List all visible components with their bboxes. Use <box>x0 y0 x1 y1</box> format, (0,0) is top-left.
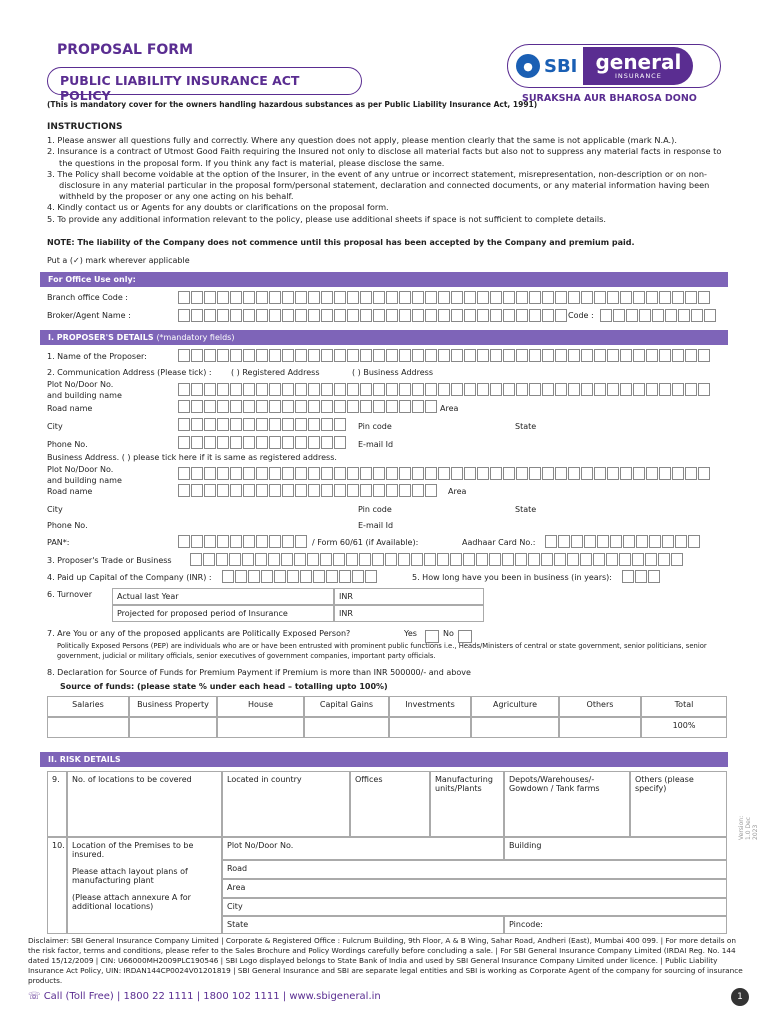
proposer-band-note: (*mandatory fields) <box>156 333 235 342</box>
form60-label: / Form 60/61 (if Available): <box>312 538 419 547</box>
instructions-heading: INSTRUCTIONS <box>47 122 123 132</box>
actual-inr-field[interactable]: INR <box>334 588 484 605</box>
broker-name-boxes[interactable] <box>178 309 568 322</box>
building-label: and building name <box>47 391 122 400</box>
instructions <box>47 122 727 225</box>
fund-total-value: 100% <box>641 717 727 738</box>
q10-label: Location of the Premises to be insured. <box>72 841 194 859</box>
bus-city-label: City <box>47 505 63 514</box>
mandatory-note: (This is mandatory cover for the owners handling hazardous substances as per Public Liability Insurance Act, 1991) <box>47 100 538 109</box>
fund-agriculture: Agriculture <box>471 696 559 717</box>
pan-boxes[interactable] <box>178 535 308 548</box>
sbi-logo <box>507 44 721 88</box>
area-label: Area <box>440 404 459 413</box>
q10-cell <box>67 837 222 934</box>
business-address-option[interactable]: ( ) Business Address <box>352 368 434 377</box>
fund-agriculture-input[interactable] <box>471 717 559 738</box>
fund-salaries: Salaries <box>47 696 129 717</box>
version-label: Version: 1.0 Dec 2023 <box>738 815 759 840</box>
reg-road-boxes[interactable] <box>178 400 438 413</box>
pep-no-label: No <box>443 629 454 638</box>
contact-text: Call (Toll Free) | 1800 22 1111 | 1800 102 1111 | www.sbigeneral.in <box>43 991 381 1002</box>
fund-house: House <box>217 696 304 717</box>
logo-insurance-text: INSURANCE <box>614 72 662 80</box>
bus-road-boxes[interactable] <box>178 484 438 497</box>
code-label: Code : <box>568 311 594 320</box>
premises-road-field[interactable]: Road <box>222 860 727 879</box>
bus-building-label: and building name <box>47 476 122 485</box>
pep-yes-label: Yes <box>404 629 417 638</box>
reg-city-boxes[interactable] <box>178 418 347 431</box>
page-number: 1 <box>731 988 749 1006</box>
liability-note: NOTE: The liability of the Company does not commence until this proposal has been accepted by the Company and premium paid. <box>47 238 635 247</box>
premises-plot-field[interactable]: Plot No/Door No. <box>222 837 504 860</box>
fund-capital-input[interactable] <box>304 717 389 738</box>
annexure-note: (Please attach annexure A for additional locations) <box>72 893 191 911</box>
others-col: Others (please specify) <box>630 771 727 837</box>
logo-sbi-text: SBI <box>544 55 578 77</box>
bus-plot-label: Plot No/Door No. <box>47 465 114 474</box>
turnover-label: 6. Turnover <box>47 590 92 599</box>
tagline: SURAKSHA AUR BHAROSA DONO <box>522 93 697 104</box>
branch-code-label: Branch office Code : <box>47 293 128 302</box>
instruction-item: 1. Please answer all questions fully and correctly. Where any question does not apply, please mention clearly that the same is not applicable (mark N.A.). <box>47 135 677 146</box>
pan-label: PAN*: <box>47 538 70 547</box>
instruction-item: 5. To provide any additional information relevant to the policy, please use additional sheets if space is not sufficient to complete details. <box>47 213 606 224</box>
state-label: State <box>515 422 537 431</box>
projected-inr-field[interactable]: INR <box>334 605 484 622</box>
actual-year-label: Actual last Year <box>112 588 334 605</box>
q9-label: No. of locations to be covered <box>67 771 222 837</box>
registered-address-option[interactable]: ( ) Registered Address <box>231 368 320 377</box>
fund-total: Total <box>641 696 727 717</box>
risk-details-band: II. RISK DETAILS <box>40 752 728 767</box>
manufacturing-col: Manufacturing units/Plants <box>430 771 504 837</box>
business-address-label: Business Address. ( ) please tick here if it is same as registered address. <box>47 453 337 462</box>
source-of-funds-label: Source of funds: (please state % under each head – totalling upto 100%) <box>60 682 388 691</box>
premises-state-field[interactable]: State <box>222 916 504 934</box>
pep-note: Politically Exposed Persons (PEP) are individuals who are or have been entrusted with prominent public functions i.e., Heads/Ministers of central or state government, senior politicians, senior government, judicial or military officials, senior executives of government companies, important party officials. <box>57 642 707 660</box>
years-boxes[interactable] <box>622 570 661 583</box>
tick-instruction: Put a (✓) mark wherever applicable <box>47 256 190 265</box>
plot-label: Plot No/Door No. <box>47 380 114 389</box>
pincode-label: Pin code <box>358 422 392 431</box>
capital-boxes[interactable] <box>222 570 378 583</box>
branch-code-boxes[interactable] <box>178 291 711 304</box>
disclaimer: Disclaimer: SBI General Insurance Company Limited | Corporate & Registered Office : Fulcrum Building, 9th Floor, A & B Wing, Sahar Road, Andheri (East), Mumbai 400 099. | For more details on the risk factor, terms and conditions, please refer to the Sales Brochure and Policy Wordings carefully before concluding a sale. | For SBI General Insurance Company Limited (IRDAI Reg. No. 144 dated 15/12/2009 | CIN: U66000MH2009PLC190546 | SBI Logo displayed belongs to State Bank of India and used by SBI General Insurance Company Limited under licence. | Public Liability Insurance Act Policy, UIN: IRDAN144CP0024V01201819 | SBI General Insurance and SBI are separate legal entities and SBI is working as Corporate Agent of the company for sourcing of insurance products. <box>28 936 743 985</box>
fund-investments: Investments <box>389 696 471 717</box>
offices-col: Offices <box>350 771 430 837</box>
layout-note: Please attach layout plans of manufacturing plant <box>72 867 188 885</box>
bus-area-label: Area <box>448 487 467 496</box>
phone-icon: ☏ <box>28 991 44 1002</box>
proposer-details-band <box>40 330 728 345</box>
proposer-name-boxes[interactable] <box>178 349 711 362</box>
proposer-band-title: I. PROPOSER'S DETAILS <box>48 333 154 342</box>
bus-pincode-label: Pin code <box>358 505 392 514</box>
located-in-country: Located in country <box>222 771 350 837</box>
projected-label: Projected for proposed period of Insurance <box>112 605 334 622</box>
proposer-name-label: 1. Name of the Proposer: <box>47 352 147 361</box>
capital-label: 4. Paid up Capital of the Company (INR) : <box>47 573 212 582</box>
reg-plot-boxes[interactable] <box>178 383 711 396</box>
fund-salaries-input[interactable] <box>47 717 129 738</box>
trade-boxes[interactable] <box>190 553 684 566</box>
aadhaar-label: Aadhaar Card No.: <box>462 538 536 547</box>
road-label: Road name <box>47 404 93 413</box>
bus-plot-boxes[interactable] <box>178 467 711 480</box>
broker-name-label: Broker/Agent Name : <box>47 311 131 320</box>
pep-question: 7. Are You or any of the proposed applicants are Politically Exposed Person? <box>47 629 351 638</box>
premises-city-field[interactable]: City <box>222 898 727 916</box>
office-use-band: For Office Use only: <box>40 272 728 287</box>
fund-business-input[interactable] <box>129 717 217 738</box>
phone-label: Phone No. <box>47 440 88 449</box>
bus-phone-label: Phone No. <box>47 521 88 530</box>
bus-state-label: State <box>515 505 537 514</box>
fund-others: Others <box>559 696 641 717</box>
fund-business-property: Business Property <box>129 696 217 717</box>
instruction-item: 3. The Policy shall become voidable at the option of the Insurer, in the event of any untrue or incorrect statement, misrepresentation, non-description or on non-disclosure in any material particular in the proposal form/personal statement, declaration and connected documents, or any material information having been withheld by the proposer or any one acting on his behalf. <box>47 168 710 202</box>
instruction-item: 4. Kindly contact us or Agents for any doubts or clarifications on the proposal form. <box>47 202 389 213</box>
policy-title: PUBLIC LIABILITY INSURANCE ACT POLICY <box>47 67 362 95</box>
premises-area-field[interactable]: Area <box>222 879 727 898</box>
premises-building-field[interactable]: Building <box>504 837 727 860</box>
depots-col: Depots/Warehouses/-Gowdown / Tank farms <box>504 771 630 837</box>
contact-line <box>28 991 381 1002</box>
code-boxes[interactable] <box>600 309 717 322</box>
fund-house-input[interactable] <box>217 717 304 738</box>
q10-number: 10. <box>47 837 67 934</box>
bus-email-label: E-mail Id <box>358 521 394 530</box>
email-label: E-mail Id <box>358 440 394 449</box>
aadhaar-boxes[interactable] <box>545 535 701 548</box>
trade-label: 3. Proposer's Trade or Business <box>47 556 172 565</box>
sbi-keyhole-icon: ● <box>516 54 540 78</box>
years-label: 5. How long have you been in business (in years): <box>412 573 612 582</box>
logo-general-text: general <box>595 50 682 74</box>
declaration-label: 8. Declaration for Source of Funds for Premium Payment if Premium is more than INR 500000/- and above <box>47 668 471 677</box>
fund-others-input[interactable] <box>559 717 641 738</box>
fund-investments-input[interactable] <box>389 717 471 738</box>
fund-capital-gains: Capital Gains <box>304 696 389 717</box>
city-label: City <box>47 422 63 431</box>
bus-road-label: Road name <box>47 487 93 496</box>
form-title: PROPOSAL FORM <box>57 42 193 58</box>
instruction-item: 2. Insurance is a contract of Utmost Good Faith requiring the Insured not only to disclose all material facts but also not to suppress any material facts in response to the questions in the proposal form. If you think any fact is material, please disclose the same. <box>47 146 722 168</box>
comm-address-label: 2. Communication Address (Please tick) : <box>47 368 212 377</box>
q9-number: 9. <box>47 771 67 837</box>
reg-phone-boxes[interactable] <box>178 436 347 449</box>
premises-pincode-field[interactable]: Pincode: <box>504 916 727 934</box>
